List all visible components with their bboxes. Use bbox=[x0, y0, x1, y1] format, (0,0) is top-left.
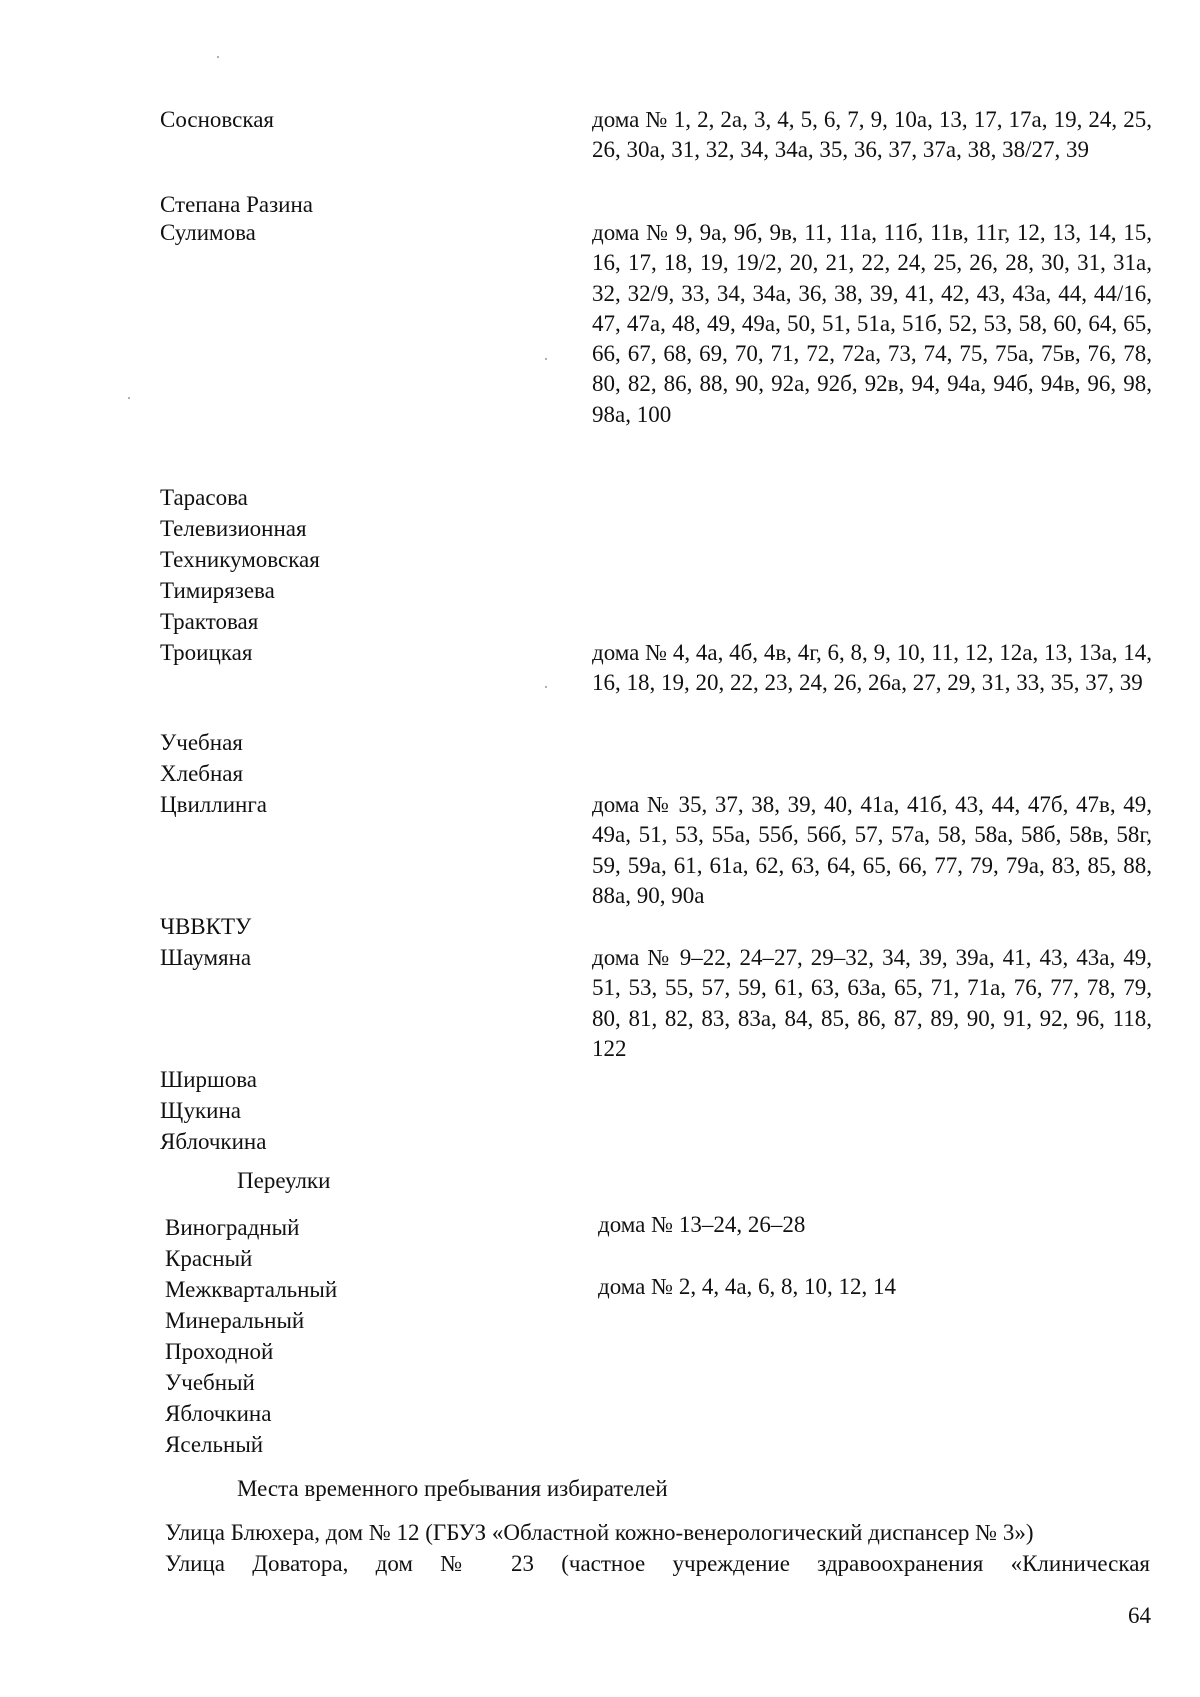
street-name: Тарасова bbox=[160, 485, 248, 510]
street-name: Сосновская bbox=[160, 107, 274, 132]
scan-speck bbox=[217, 56, 219, 58]
section-heading-lanes: Переулки bbox=[237, 1168, 331, 1193]
street-name: ЧВВКТУ bbox=[160, 914, 252, 939]
street-name: Техникумовская bbox=[160, 547, 320, 572]
temp-place-paragraph: Улица Доватора, дом № 23 (частное учреждение здравоохранения «Клиническая bbox=[165, 1551, 1150, 1576]
scan-speck bbox=[545, 358, 547, 360]
street-name: Хлебная bbox=[160, 761, 244, 786]
section-heading-temp-places: Места временного пребывания избирателей bbox=[237, 1476, 668, 1501]
street-name: Тимирязева bbox=[160, 578, 275, 603]
lane-houses: дома № 2, 4, 4а, 6, 8, 10, 12, 14 bbox=[598, 1274, 897, 1299]
temp-place-paragraph: Улица Блюхера, дом № 12 (ГБУЗ «Областной кожно-венерологический диспансер № 3») bbox=[165, 1520, 1034, 1545]
lane-name: Межквартальный bbox=[165, 1277, 338, 1302]
street-name: Яблочкина bbox=[160, 1129, 267, 1154]
street-houses: дома № 1, 2, 2а, 3, 4, 5, 6, 7, 9, 10а, 13, 17, 17а, 19, 24, 25, 26, 30а, 31, 32, 34, 34а, 35, 36, 37, 37а, 38, 38/27, 39 bbox=[592, 107, 1152, 163]
street-houses: дома № 9–22, 24–27, 29–32, 34, 39, 39а, 41, 43, 43а, 49, 51, 53, 55, 57, 59, 61, 63, 63а, 65, 71, 71а, 76, 77, 78, 79, 80, 81, 82, 83, 83а, 84, 85, 86, 87, 89, 90, 91, 92, 96, 118, 122 bbox=[592, 945, 1152, 1061]
lane-name: Учебный bbox=[165, 1370, 255, 1395]
scan-speck bbox=[545, 686, 547, 688]
street-name: Учебная bbox=[160, 730, 243, 755]
page-number: 64 bbox=[1128, 1603, 1151, 1628]
lane-name: Ясельный bbox=[165, 1432, 264, 1457]
street-name: Щукина bbox=[160, 1098, 241, 1123]
street-houses: дома № 4, 4а, 4б, 4в, 4г, 6, 8, 9, 10, 11, 12, 12а, 13, 13а, 14, 16, 18, 19, 20, 22, 23, 24, 26, 26а, 27, 29, 31, 33, 35, 37, 39 bbox=[592, 640, 1152, 696]
lane-name: Красный bbox=[165, 1246, 253, 1271]
street-name: Сулимова bbox=[160, 220, 256, 245]
lane-name: Яблочкина bbox=[165, 1401, 272, 1426]
street-name: Степана Разина bbox=[160, 192, 313, 217]
scan-speck bbox=[128, 397, 130, 399]
street-name: Шаумяна bbox=[160, 945, 252, 970]
street-houses: дома № 9, 9а, 9б, 9в, 11, 11а, 11б, 11в, 11г, 12, 13, 14, 15, 16, 17, 18, 19, 19/2, 20, 21, 22, 24, 25, 26, 28, 30, 31, 31а, 32, 32/9, 33, 34, 34а, 36, 38, 39, 41, 42, 43, 43а, 44, 44/16, 47, 47а, 48, 49, 49а, 50, 51, 51а, 51б, 52, 53, 58, 60, 64, 65, 66, 67, 68, 69, 70, 71, 72, 72а, 73, 74, 75, 75а, 75в, 76, 78, 80, 82, 86, 88, 90, 92а, 92б, 92в, 94, 94а, 94б, 94в, 96, 98, 98а, 100 bbox=[592, 220, 1152, 427]
street-houses: дома № 35, 37, 38, 39, 40, 41а, 41б, 43, 44, 47б, 47в, 49, 49а, 51, 53, 55а, 55б, 56б, 57, 57а, 58, 58а, 58б, 58в, 58г, 59, 59а, 61, 61а, 62, 63, 64, 65, 66, 77, 79, 79а, 83, 85, 88, 88а, 90, 90а bbox=[592, 792, 1152, 908]
lane-name: Виноградный bbox=[165, 1215, 300, 1240]
street-name: Трактовая bbox=[160, 609, 259, 634]
lane-name: Минеральный bbox=[165, 1308, 305, 1333]
street-name: Цвиллинга bbox=[160, 792, 267, 817]
lane-houses: дома № 13–24, 26–28 bbox=[598, 1212, 806, 1237]
street-name: Троицкая bbox=[160, 640, 253, 665]
street-name: Телевизионная bbox=[160, 516, 307, 541]
street-name: Ширшова bbox=[160, 1067, 257, 1092]
lane-name: Проходной bbox=[165, 1339, 274, 1364]
